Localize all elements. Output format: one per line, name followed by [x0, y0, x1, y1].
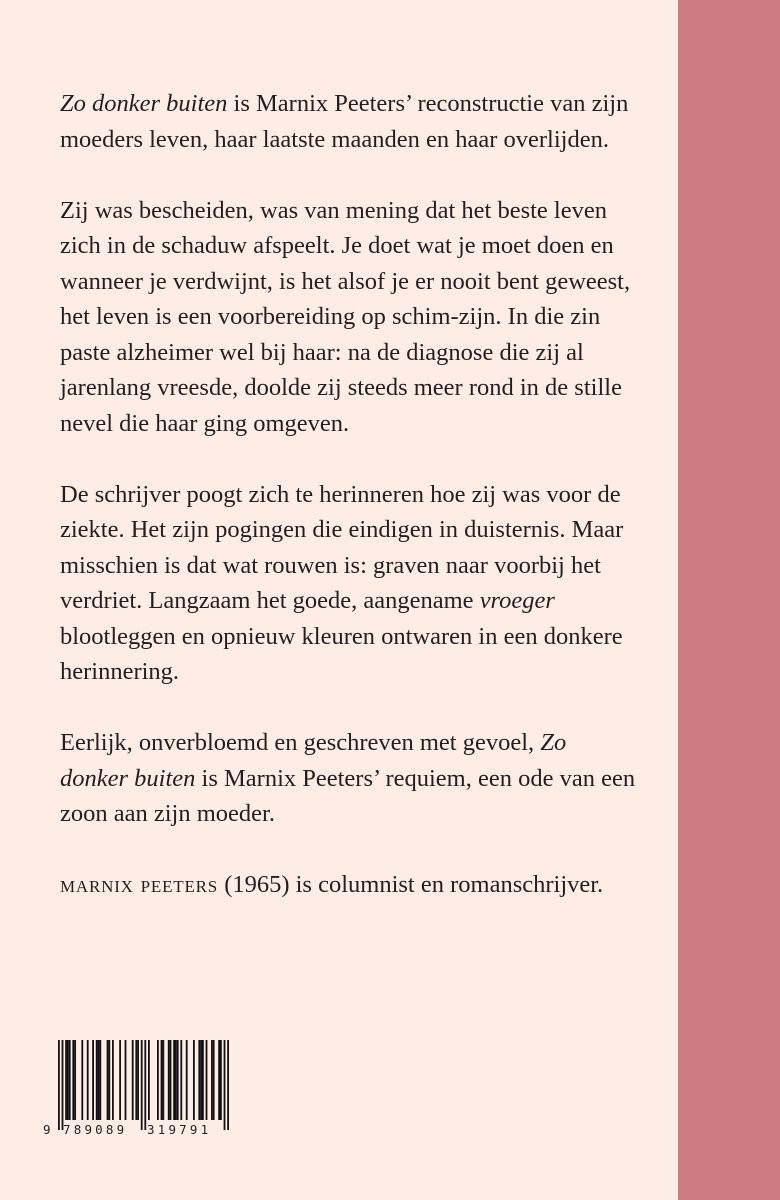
barcode-bar	[175, 1040, 177, 1120]
barcode-bar	[193, 1040, 195, 1120]
paragraph-text: is Marnix Peeters’ reconstructie van zijn moeders leven, haar laatste maanden en haar overlijden.	[60, 90, 629, 153]
barcode-bar	[180, 1040, 182, 1120]
barcode-bar	[198, 1040, 200, 1120]
author-bio	[60, 867, 640, 903]
barcode-left-group: 789089	[63, 1122, 128, 1137]
barcode-bar	[161, 1040, 163, 1120]
barcode-bar	[157, 1040, 159, 1120]
barcode-bar	[58, 1040, 60, 1130]
blurb-paragraph-3	[60, 477, 640, 690]
barcode-bar	[173, 1040, 175, 1120]
barcode-bar	[213, 1040, 215, 1120]
barcode-bar	[202, 1040, 204, 1120]
barcode-bar	[92, 1040, 94, 1120]
barcode-digits	[42, 1118, 232, 1140]
barcode-bar	[108, 1040, 110, 1120]
barcode-bar	[144, 1040, 146, 1130]
barcode-bar	[137, 1040, 139, 1120]
barcode-bar	[177, 1040, 179, 1120]
paragraph-text: De schrijver poogt zich te herinneren hoe zij was voor de ziekte. Het zijn pogingen die eindigen in duisternis. Maar misschien is dat wat rouwen is: graven naar voorbij het verdriet. Langzaam het goede, aangename	[60, 480, 624, 614]
barcode-bar	[218, 1040, 220, 1120]
barcode-bar	[107, 1040, 109, 1120]
barcode-bar	[98, 1040, 100, 1120]
barcode-bar	[132, 1040, 134, 1120]
barcode-first-digit: 9	[43, 1122, 51, 1137]
author-bio-text: (1965) is columnist en romanschrijver.	[218, 871, 604, 898]
barcode-bar	[69, 1040, 71, 1120]
book-title: Zo donker buiten	[60, 729, 567, 792]
barcode-bar	[211, 1040, 213, 1120]
barcode-bar	[168, 1040, 170, 1120]
barcode-bar	[206, 1040, 208, 1120]
barcode-bar	[119, 1040, 121, 1120]
barcode-bar	[74, 1040, 76, 1120]
barcode-bar	[125, 1040, 127, 1120]
barcode-bar	[162, 1040, 164, 1120]
barcode-bar	[96, 1040, 98, 1120]
barcode-bar	[67, 1040, 69, 1120]
barcode-bar	[220, 1040, 222, 1120]
barcode-bar	[170, 1040, 172, 1120]
barcode-bar	[62, 1040, 64, 1130]
paragraph-text: blootleggen en opnieuw kleuren ontwaren in een donkere herinnering.	[60, 622, 623, 685]
blurb-paragraph-1	[60, 86, 640, 157]
barcode-bar	[99, 1040, 101, 1120]
barcode-bar	[224, 1040, 226, 1130]
author-name: marnix peeters	[60, 871, 219, 898]
barcode-bar	[200, 1040, 202, 1120]
barcode-right-group: 319791	[147, 1122, 212, 1137]
barcode-bar	[135, 1040, 137, 1120]
spine-band	[678, 0, 780, 1200]
blurb-paragraph-4	[60, 725, 640, 832]
paragraph-text: is Marnix Peeters’ requiem, een ode van een zoon aan zijn moeder.	[60, 764, 636, 827]
barcode-bar	[112, 1040, 114, 1120]
barcode-bar	[72, 1040, 74, 1120]
blurb-paragraph-2: Zij was bescheiden, was van mening dat het beste leven zich in de schaduw afspeelt. Je doet wat je moet doen en wanneer je verdwijnt, is het alsof je er nooit bent geweest, het leven is een voorbereiding op schim-zijn. In die zin paste alzheimer wel bij haar: na de diagnose die zij al jarenlang vreesde, doolde zij steeds meer rond in de stille nevel die haar ging omgeven.	[60, 196, 631, 437]
barcode-bar	[186, 1040, 188, 1120]
back-cover-blurb	[60, 86, 640, 938]
book-title: Zo donker buiten	[60, 90, 228, 117]
isbn-barcode	[42, 1040, 232, 1140]
barcode-bar	[227, 1040, 229, 1130]
barcode-bar	[87, 1040, 89, 1120]
emphasis-word: vroeger	[479, 587, 555, 614]
barcode-bar	[141, 1040, 143, 1130]
paragraph-text: Eerlijk, onverbloemd en geschreven met gevoel,	[60, 729, 541, 756]
barcode-bar	[148, 1040, 150, 1120]
barcode-bar	[65, 1040, 67, 1120]
barcode-bar	[81, 1040, 83, 1120]
